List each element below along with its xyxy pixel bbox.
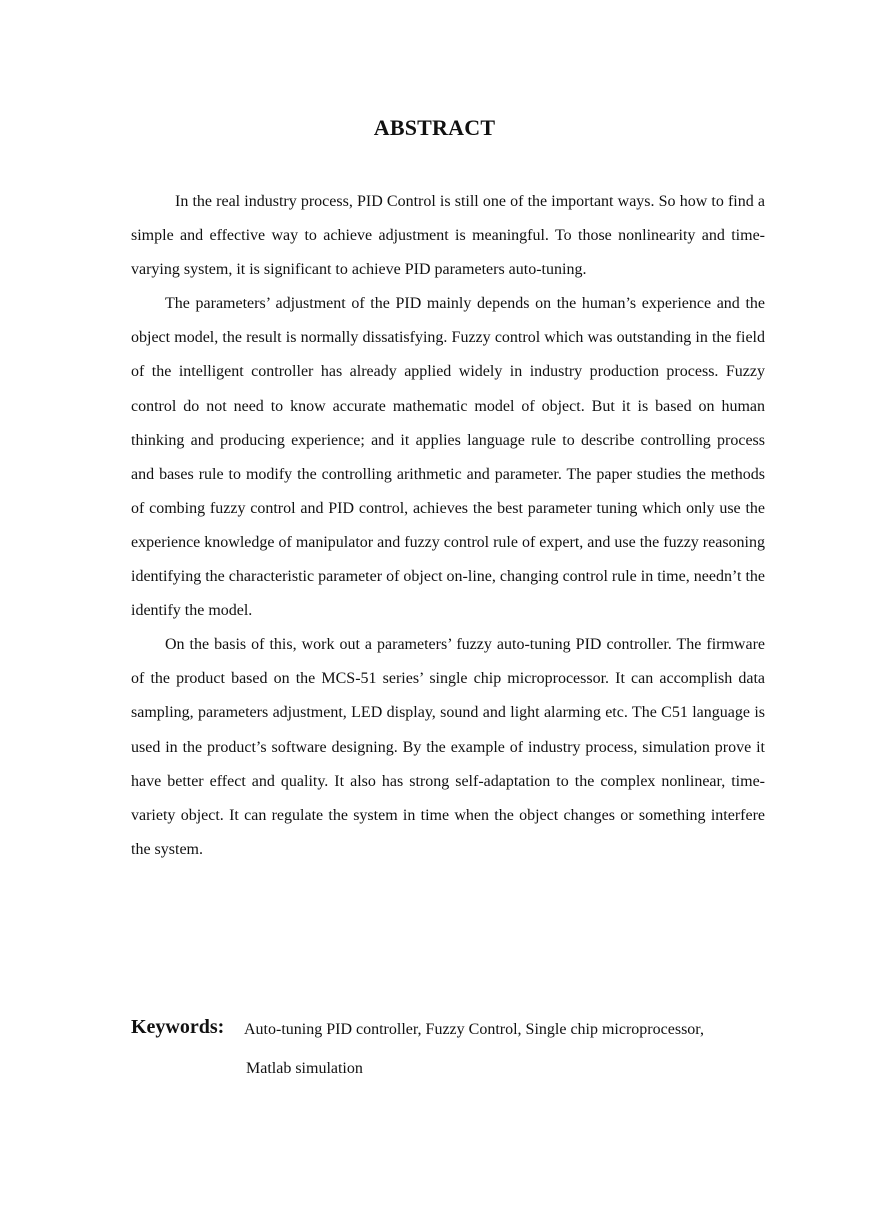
keywords-label: Keywords: [131, 1016, 225, 1038]
keywords-list [244, 1010, 774, 1088]
abstract-body [131, 185, 765, 867]
keywords-line-2: Matlab simulation [246, 1060, 363, 1077]
abstract-paragraph-1: In the real industry process, PID Control is still one of the important ways. So how to find a simple and effective way to achieve adjustment is meaningful. To those nonlinearity and time-varying system, it is significant to achieve PID parameters auto-tuning. [131, 193, 765, 279]
abstract-title: ABSTRACT [373, 115, 496, 140]
keywords-line-1: Auto-tuning PID controller, Fuzzy Control, Single chip microprocessor, [244, 1021, 704, 1038]
abstract-paragraph-2: The parameters’ adjustment of the PID mainly depends on the human’s experience and the object model, the result is normally dissatisfying. Fuzzy control which was outstanding in the field of the intelligent controller has already applied widely in industry production process. Fuzzy control do not need to know accurate mathematic model of object. But it is based on human thinking and producing experience; and it applies language rule to describe controlling process and bases rule to modify the controlling arithmetic and parameter. The paper studies the methods of combing fuzzy control and PID control, achieves the best parameter tuning which only use the experience knowledge of manipulator and fuzzy control rule of expert, and use the fuzzy reasoning identifying the characteristic parameter of object on-line, changing control rule in time, needn’t the identify the model. [131, 295, 765, 620]
abstract-paragraph-3: On the basis of this, work out a parameters’ fuzzy auto-tuning PID controller. The firmware of the product based on the MCS-51 series’ single chip microprocessor. It can accomplish data sampling, parameters adjustment, LED display, sound and light alarming etc. The C51 language is used in the product’s software designing. By the example of industry process, simulation prove it have better effect and quality. It also has strong self-adaptation to the complex nonlinear, time-variety object. It can regulate the system in time when the object changes or something interfere the system. [131, 636, 765, 858]
